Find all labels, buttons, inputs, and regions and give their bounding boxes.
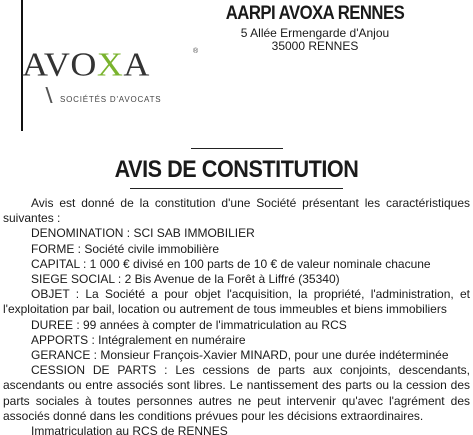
notice-siege: SIEGE SOCIAL : 2 Bis Avenue de la Forêt à Liffré (35340) — [31, 272, 340, 287]
logo-slash-mark — [45, 87, 52, 103]
firm-city: 35000 RENNES — [271, 39, 359, 53]
notice-intro: Avis est donné de la constitution d'une Société présentant les caractéristiques suivantes : — [3, 196, 470, 226]
notice-cession: CESSION DE PARTS : Les cessions de parts aux conjoints, descendants, ascendants ou entre associés sont libres. Le nantissement des parts ou la cession des parts sociales à toutes personnes autres ne peut intervenir qu'avec l'agrément des associés donné dans les conditions prévues pour les décisions extraordinaires. — [3, 363, 470, 423]
firm-address: 5 Allée Ermengarde d'Anjou — [240, 26, 390, 40]
firm-name: AARPI AVOXA RENNES — [225, 3, 405, 24]
notice-denomination: DENOMINATION : SCI SAB IMMOBILIER — [31, 226, 255, 241]
separator-rule — [191, 148, 283, 149]
logo-wordmark: AVOXA — [22, 45, 150, 83]
logo-accent-x: X — [96, 45, 124, 83]
notice-apports: APPORTS : Intégralement en numéraire — [31, 332, 246, 347]
notice-gerance: GERANCE : Monsieur François-Xavier MINARD, pour une durée indéterminée — [31, 348, 449, 363]
notice-title: AVIS DE CONSTITUTION — [114, 156, 359, 183]
notice-body — [3, 196, 470, 435]
notice-immatriculation: Immatriculation au RCS de RENNES — [31, 424, 228, 435]
logo-tagline: SOCIÉTÉS D'AVOCATS — [60, 95, 162, 104]
notice-objet: OBJET : La Société a pour objet l'acquisition, la propriété, l'administration, et l'exploitation par bail, location ou autrement de tous immeubles et biens immobiliers — [3, 287, 470, 317]
notice-duree: DUREE : 99 années à compter de l'immatriculation au RCS — [31, 317, 347, 332]
notice-forme: FORME : Société civile immobilière — [31, 241, 220, 256]
registered-mark: ® — [193, 48, 199, 55]
avoxa-logo — [22, 38, 200, 118]
firm-header — [200, 0, 430, 53]
title-underline — [130, 188, 343, 189]
notice-capital: CAPITAL : 1 000 € divisé en 100 parts de 10 € de valeur nominale chacune — [31, 256, 431, 271]
